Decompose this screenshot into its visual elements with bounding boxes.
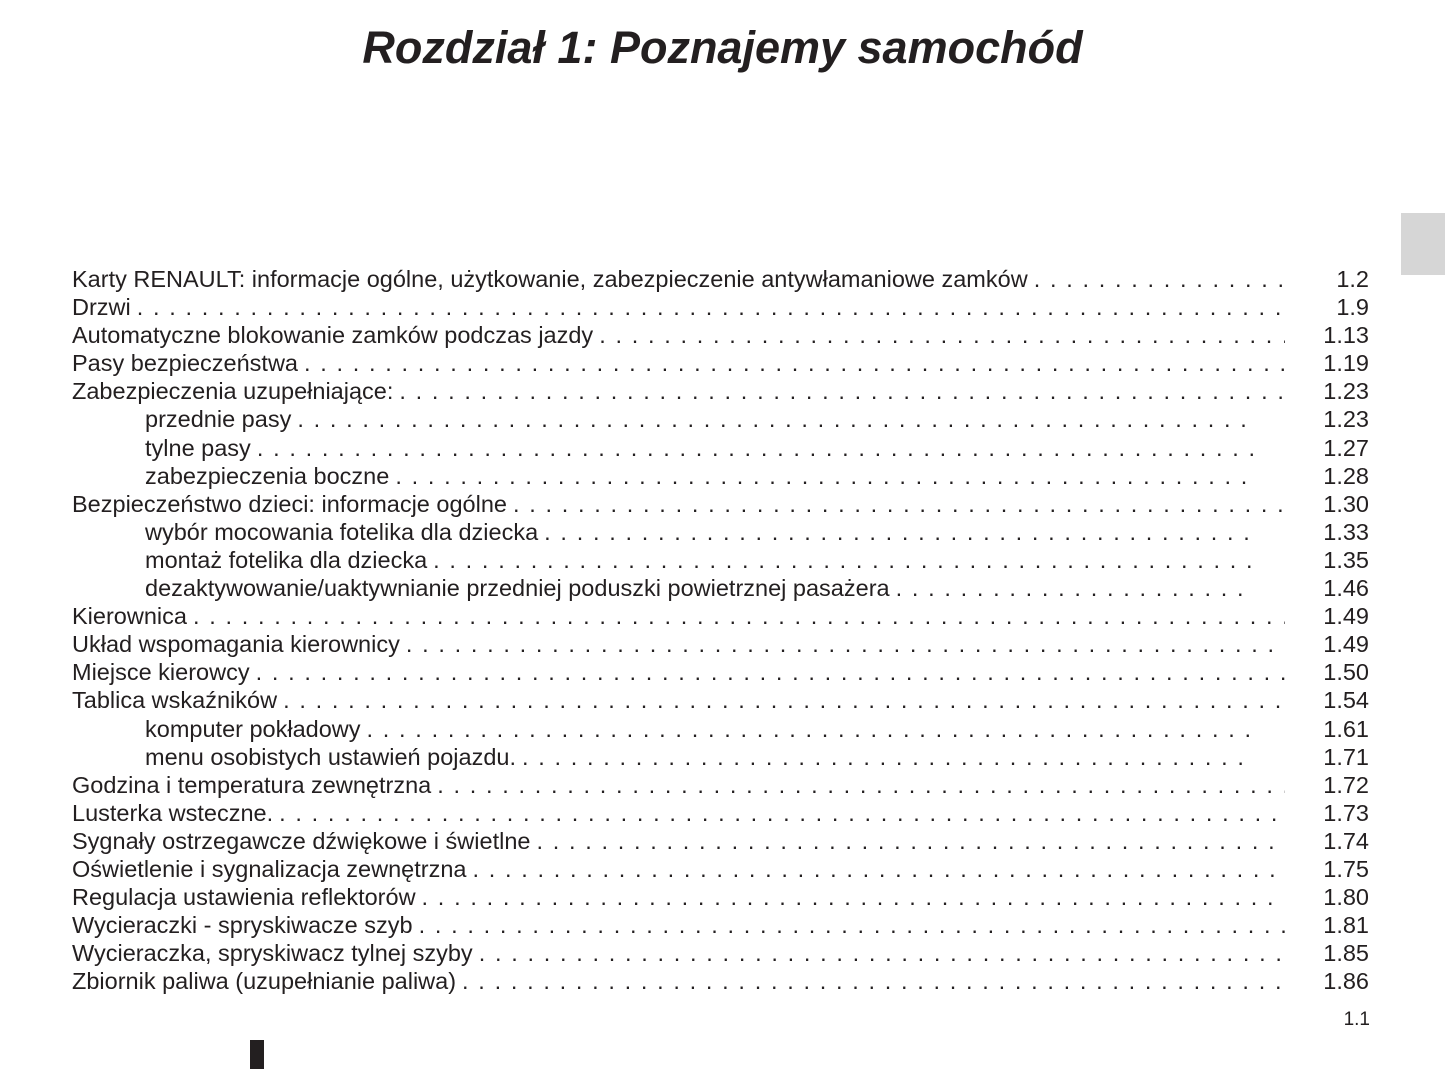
toc-entry[interactable] (72, 799, 1369, 827)
toc-entry[interactable] (72, 743, 1369, 771)
toc-entry[interactable] (72, 630, 1369, 658)
dot-leader (137, 293, 1285, 321)
toc-entry[interactable] (72, 546, 1369, 574)
dot-leader (536, 827, 1285, 855)
toc-entry-label: Pasy bezpieczeństwa (72, 350, 298, 377)
toc-entry-page: 1.73 (1323, 799, 1369, 826)
toc-entry[interactable] (72, 911, 1369, 939)
toc-entry[interactable] (72, 462, 1369, 490)
toc-entry-label: Układ wspomagania kierownicy (72, 631, 400, 658)
toc-entry[interactable] (72, 715, 1369, 743)
toc-entry[interactable] (72, 405, 1369, 433)
toc-entry-page: 1.50 (1323, 659, 1369, 686)
toc-entry[interactable] (72, 883, 1369, 911)
toc-entry-label: Miejsce kierowcy (72, 659, 250, 686)
chapter-tab (1401, 213, 1445, 275)
toc-entry-label: Bezpieczeństwo dzieci: informacje ogólne (72, 490, 507, 517)
toc-entry-page: 1.74 (1323, 827, 1369, 854)
toc-entry[interactable] (72, 855, 1369, 883)
toc-entry-label: zabezpieczenia boczne (145, 462, 390, 489)
dot-leader (257, 434, 1253, 462)
toc-entry-label: tylne pasy (145, 434, 251, 461)
toc-entry-label: Sygnały ostrzegawcze dźwiękowe i świetlne (72, 827, 531, 854)
toc-entry-page: 1.72 (1323, 771, 1369, 798)
toc-entry-page: 1.85 (1323, 940, 1369, 967)
toc-entry-page: 1.28 (1323, 462, 1369, 489)
table-of-contents (72, 265, 1369, 995)
toc-entry[interactable] (72, 771, 1369, 799)
dot-leader (422, 883, 1285, 911)
toc-entry[interactable] (72, 518, 1369, 546)
print-marker (250, 1040, 264, 1069)
dot-leader (433, 546, 1253, 574)
toc-entry[interactable] (72, 574, 1369, 602)
toc-entry-page: 1.71 (1323, 743, 1369, 770)
toc-entry[interactable] (72, 658, 1369, 686)
toc-entry[interactable] (72, 321, 1369, 349)
dot-leader (513, 490, 1285, 518)
toc-entry-page: 1.49 (1323, 603, 1369, 630)
dot-leader (479, 939, 1285, 967)
toc-entry[interactable] (72, 434, 1369, 462)
dot-leader (599, 321, 1285, 349)
toc-entry-page: 1.27 (1323, 434, 1369, 461)
dot-leader (522, 743, 1253, 771)
toc-entry-label: wybór mocowania fotelika dla dziecka (145, 518, 539, 545)
toc-entry-page: 1.80 (1323, 884, 1369, 911)
toc-entry-label: Godzina i temperatura zewnętrzna (72, 771, 432, 798)
toc-entry-page: 1.54 (1323, 687, 1369, 714)
toc-entry-label: Wycieraczki - spryskiwacze szyb (72, 912, 413, 939)
toc-entry[interactable] (72, 602, 1369, 630)
toc-entry-page: 1.30 (1323, 490, 1369, 517)
page-title: Rozdział 1: Poznajemy samochód (362, 22, 1083, 73)
dot-leader (283, 686, 1285, 714)
dot-leader (256, 658, 1285, 686)
toc-entry-label: Oświetlenie i sygnalizacja zewnętrzna (72, 855, 467, 882)
toc-entry[interactable] (72, 293, 1369, 321)
toc-entry[interactable] (72, 939, 1369, 967)
toc-entry-label: Karty RENAULT: informacje ogólne, użytkowanie, zabezpieczenie antywłamaniowe zamków (72, 266, 1028, 292)
toc-entry[interactable] (72, 686, 1369, 714)
toc-entry-page: 1.19 (1323, 350, 1369, 377)
toc-entry-page: 1.61 (1323, 715, 1369, 742)
dot-leader (544, 518, 1253, 546)
toc-entry-label: dezaktywowanie/uaktywnianie przedniej poduszki powietrznej pasażera (145, 575, 890, 602)
toc-entry-page: 1.23 (1323, 378, 1369, 405)
dot-leader (395, 462, 1253, 490)
toc-entry-label: przednie pasy (145, 406, 292, 433)
dot-leader (896, 574, 1254, 602)
toc-entry-page: 1.49 (1323, 631, 1369, 658)
toc-entry-label: menu osobistych ustawień pojazdu. (145, 743, 516, 770)
dot-leader (279, 799, 1285, 827)
dot-leader (419, 911, 1285, 939)
toc-entry-label: Lusterka wsteczne. (72, 799, 274, 826)
toc-entry-page: 1.86 (1323, 968, 1369, 995)
dot-leader (304, 349, 1285, 377)
toc-entry-page: 1.2 (1336, 266, 1369, 292)
dot-leader (472, 855, 1285, 883)
toc-entry-label: Tablica wskaźników (72, 687, 278, 714)
toc-entry-page: 1.35 (1323, 546, 1369, 573)
toc-entry-label: komputer pokładowy (145, 715, 361, 742)
toc-entry-page: 1.9 (1336, 294, 1369, 321)
dot-leader (193, 602, 1285, 630)
dot-leader (437, 771, 1285, 799)
toc-entry-page: 1.33 (1323, 518, 1369, 545)
toc-entry[interactable] (72, 967, 1369, 995)
toc-entry-page: 1.81 (1323, 912, 1369, 939)
dot-leader (462, 967, 1285, 995)
toc-entry[interactable] (72, 265, 1369, 293)
toc-entry-page: 1.75 (1323, 855, 1369, 882)
toc-entry-page: 1.23 (1323, 406, 1369, 433)
toc-entry[interactable] (72, 490, 1369, 518)
toc-entry[interactable] (72, 827, 1369, 855)
toc-entry-label: Zabezpieczenia uzupełniające: (72, 378, 394, 405)
dot-leader (297, 405, 1253, 433)
toc-entry[interactable] (72, 349, 1369, 377)
page-number: 1.1 (1343, 1009, 1370, 1030)
dot-leader (1034, 265, 1285, 293)
dot-leader (367, 715, 1254, 743)
toc-entry-label: Automatyczne blokowanie zamków podczas jazdy (72, 322, 594, 349)
toc-entry[interactable] (72, 377, 1369, 405)
toc-entry-page: 1.46 (1323, 575, 1369, 602)
toc-entry-page: 1.13 (1323, 322, 1369, 349)
toc-entry-label: montaż fotelika dla dziecka (145, 546, 428, 573)
toc-entry-label: Kierownica (72, 603, 187, 630)
dot-leader (406, 630, 1285, 658)
toc-entry-label: Wycieraczka, spryskiwacz tylnej szyby (72, 940, 473, 967)
toc-entry-label: Zbiornik paliwa (uzupełnianie paliwa) (72, 968, 457, 995)
dot-leader (399, 377, 1285, 405)
toc-entry-label: Regulacja ustawienia reflektorów (72, 884, 416, 911)
toc-entry-label: Drzwi (72, 294, 131, 321)
